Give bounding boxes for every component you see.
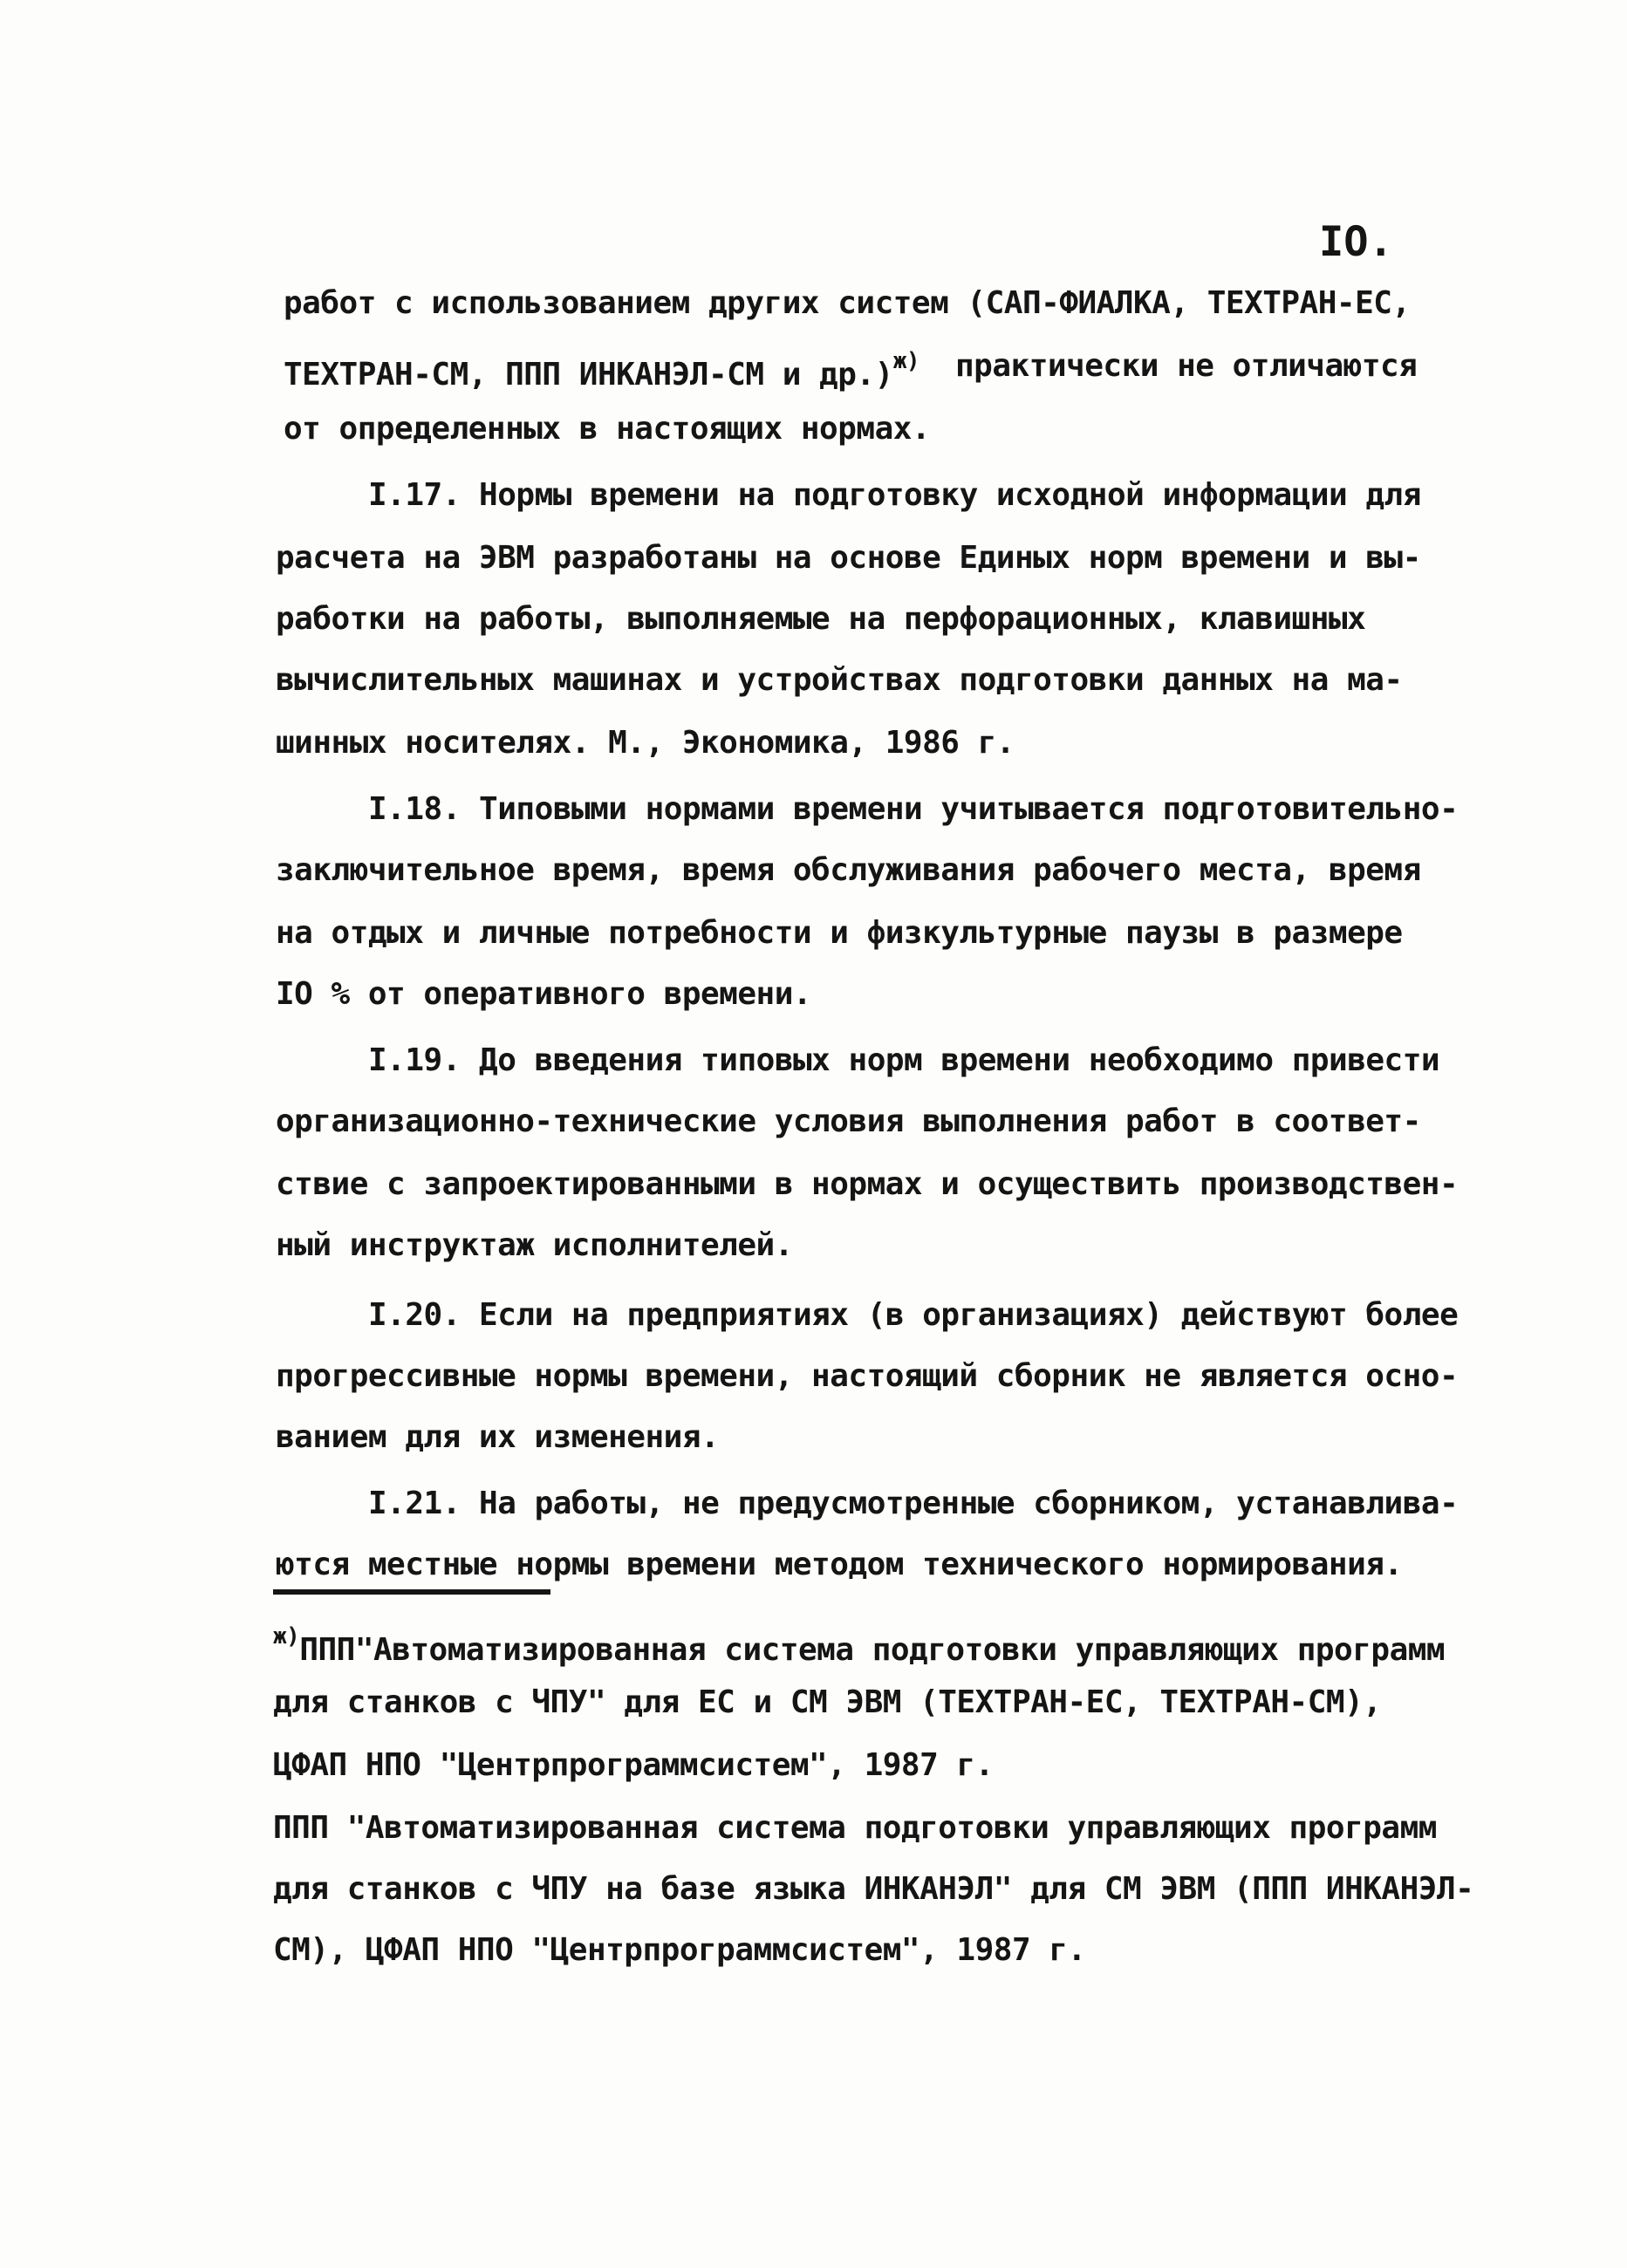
- footnote-separator: [273, 1589, 550, 1595]
- text-line: работки на работы, выполняемые на перфорационных, клавишных: [276, 601, 1366, 637]
- text-line: вычислительных машинах и устройствах подготовки данных на ма-: [276, 662, 1403, 698]
- text-line: ный инструктаж исполнителей.: [276, 1227, 793, 1263]
- text-line: I.20. Если на предприятиях (в организациях) действуют более: [368, 1297, 1459, 1333]
- text-fragment: ТЕХТРАН-СМ, ППП ИНКАНЭЛ-СМ и др.): [284, 357, 893, 393]
- text-fragment: практически не отличаются: [955, 348, 1418, 384]
- text-line: шинных носителях. М., Экономика, 1986 г.: [276, 725, 1015, 761]
- text-line: I.18. Типовыми нормами времени учитывается подготовительно-: [368, 791, 1459, 827]
- text-line: на отдых и личные потребности и физкультурные паузы в размере: [276, 915, 1403, 951]
- text-line: [284, 340, 1418, 401]
- text-line: заключительное время, время обслуживания рабочего места, время: [276, 852, 1421, 888]
- page-number: IO.: [1319, 218, 1393, 266]
- footnote-line: ППП "Автоматизированная система подготовки управляющих программ: [273, 1810, 1437, 1846]
- text-line: организационно-технические условия выполнения работ в соответ-: [276, 1103, 1421, 1139]
- footnote-line: СМ), ЦФАП НПО "Центрпрограммсистем", 1987 г.: [273, 1932, 1086, 1968]
- text-line: ются местные нормы времени методом технического нормирования.: [276, 1547, 1403, 1582]
- footnote-line: для станков с ЧПУ" для ЕС и СМ ЭВМ (ТЕХТРАН-ЕС, ТЕХТРАН-СМ),: [273, 1684, 1382, 1720]
- text-line: расчета на ЭВМ разработаны на основе Единых норм времени и вы-: [276, 540, 1421, 576]
- footnote-reference: ж): [892, 348, 920, 374]
- footnote-line: [273, 1616, 1445, 1677]
- text-line: I.19. До введения типовых норм времени необходимо привести: [368, 1042, 1440, 1078]
- text-line: работ с использованием других систем (САП-ФИАЛКА, ТЕХТРАН-ЕС,: [284, 285, 1411, 321]
- footnote-marker: ж): [273, 1623, 300, 1650]
- text-line: ванием для их изменения.: [276, 1419, 720, 1455]
- footnote-line: для станков с ЧПУ на базе языка ИНКАНЭЛ" для СМ ЭВМ (ППП ИНКАНЭЛ-: [273, 1871, 1474, 1907]
- text-line: I.17. Нормы времени на подготовку исходной информации для: [368, 477, 1421, 513]
- text-fragment: ППП"Автоматизированная система подготовки управляющих программ: [299, 1632, 1446, 1668]
- footnote-line: ЦФАП НПО "Центрпрограммсистем", 1987 г.: [273, 1747, 994, 1783]
- text-line: IO % от оперативного времени.: [276, 976, 812, 1012]
- text-line: от определенных в настоящих нормах.: [284, 411, 931, 447]
- text-line: I.21. На работы, не предусмотренные сборником, устанавлива-: [368, 1486, 1459, 1521]
- text-line: прогрессивные нормы времени, настоящий сборник не является осно-: [276, 1358, 1459, 1394]
- text-line: ствие с запроектированными в нормах и осуществить производствен-: [276, 1166, 1459, 1202]
